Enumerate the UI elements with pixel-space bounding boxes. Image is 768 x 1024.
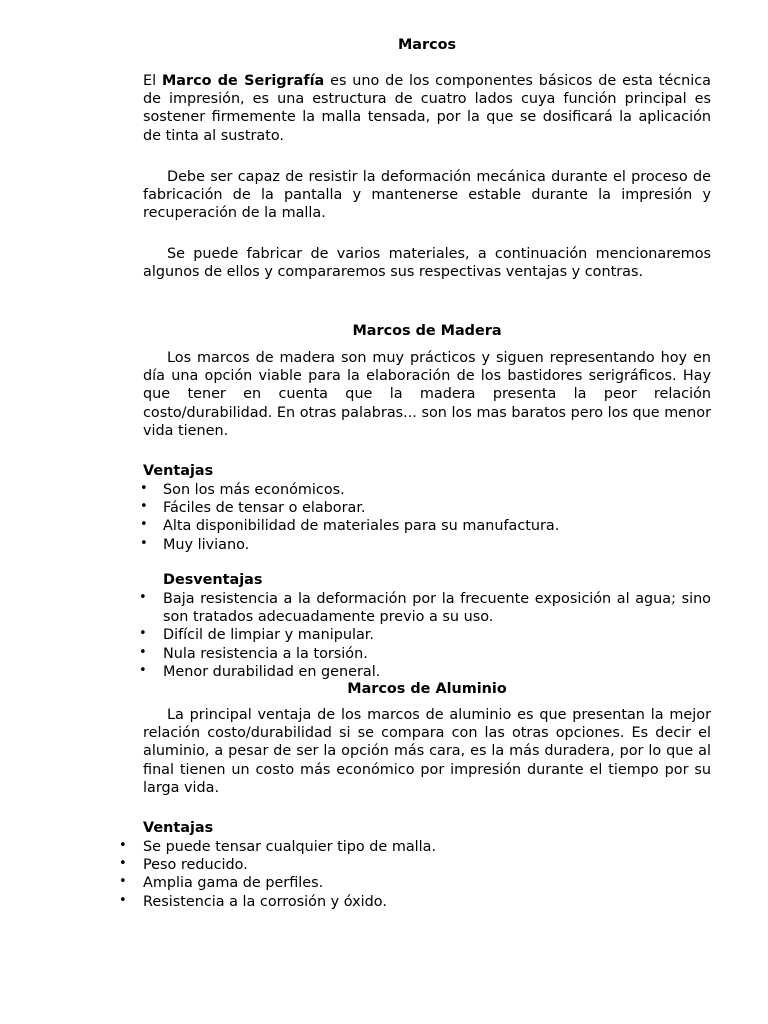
aluminio-paragraph — [143, 706, 711, 797]
aluminio-paragraph-text: La principal ventaja de los marcos de aluminio es que presentan la mejor relación costo/durabilidad si se compara con las otras opciones. Es decir el aluminio, a pesar de ser la opción más cara, es la más duradera, por lo que al final tienen un costo más económico por impresión durante el tiempo por su larga vida. — [143, 707, 711, 796]
madera-ventajas-list — [140, 481, 711, 554]
list-item: • Resistencia a la corrosión y óxido. — [119, 892, 387, 910]
intro-paragraph — [143, 72, 711, 145]
list-item: • Baja resistencia a la deformación por la frecuente exposición al agua; sino son tratados adecuadamente previo a su uso. — [139, 590, 711, 626]
intro-bold-term: Marco de Serigrafía — [161, 73, 325, 89]
aluminio-heading: Marcos de Aluminio — [347, 681, 507, 697]
madera-paragraph — [143, 349, 711, 440]
list-item: • Fáciles de tensar o elaborar. — [140, 499, 366, 517]
list-item: • Nula resistencia a la torsión. — [139, 644, 368, 662]
list-item: • Se puede tensar cualquier tipo de malla. — [119, 838, 437, 855]
list-item: • Peso reducido. — [119, 856, 248, 874]
paragraph-2 — [143, 168, 711, 223]
page-title: Marcos — [397, 37, 457, 53]
bullet-icon: • — [140, 517, 148, 533]
list-item: • Menor durabilidad en general. — [139, 662, 381, 680]
bullet-icon: • — [140, 481, 148, 496]
list-item: • Son los más económicos. — [140, 481, 345, 498]
bullet-icon: • — [139, 590, 147, 605]
madera-desventajas-heading: Desventajas — [163, 572, 263, 588]
bullet-icon: • — [140, 499, 148, 515]
bullet-icon: • — [119, 874, 127, 890]
bullet-icon: • — [119, 892, 127, 908]
list-item: • Alta disponibilidad de materiales para su manufactura. — [140, 517, 560, 535]
madera-desventajas-list — [139, 590, 711, 681]
list-item: • Amplia gama de perfiles. — [119, 874, 324, 892]
intro-rest: es uno de los componentes básicos de esta técnica de impresión, es una estructura de cuatro lados cuya función principal es sostener firmemente la malla tensada, por la que se dosificará la aplicación de tinta al sustrato. — [143, 73, 711, 144]
aluminio-ventajas-list — [119, 838, 711, 911]
list-item: • Difícil de limpiar y manipular. — [139, 626, 374, 644]
bullet-icon: • — [140, 535, 148, 551]
paragraph-3-text: Se puede fabricar de varios materiales, a continuación mencionaremos algunos de ellos y compararemos sus respectivas ventajas y contras. — [143, 246, 711, 281]
list-item: • Muy liviano. — [140, 535, 250, 553]
paragraph-3 — [143, 245, 711, 281]
madera-paragraph-text: Los marcos de madera son muy prácticos y siguen representando hoy en día una opción viable para la elaboración de los bastidores serigráficos. Hay que tener en cuenta que la madera presenta la peor relación costo/durabilidad. En otras palabras... son los mas baratos pero los que menor vida tienen. — [143, 350, 711, 439]
bullet-icon: • — [139, 662, 147, 678]
madera-ventajas-heading: Ventajas — [143, 463, 214, 479]
bullet-icon: • — [119, 856, 127, 872]
aluminio-ventajas-heading: Ventajas — [143, 820, 214, 836]
bullet-icon: • — [139, 644, 147, 660]
madera-heading: Marcos de Madera — [352, 323, 502, 339]
paragraph-2-text: Debe ser capaz de resistir la deformación mecánica durante el proceso de fabricación de la pantalla y mantenerse estable durante la impresión y recuperación de la malla. — [143, 169, 711, 222]
intro-el: El — [143, 73, 157, 89]
bullet-icon: • — [139, 626, 147, 642]
bullet-icon: • — [119, 838, 127, 853]
